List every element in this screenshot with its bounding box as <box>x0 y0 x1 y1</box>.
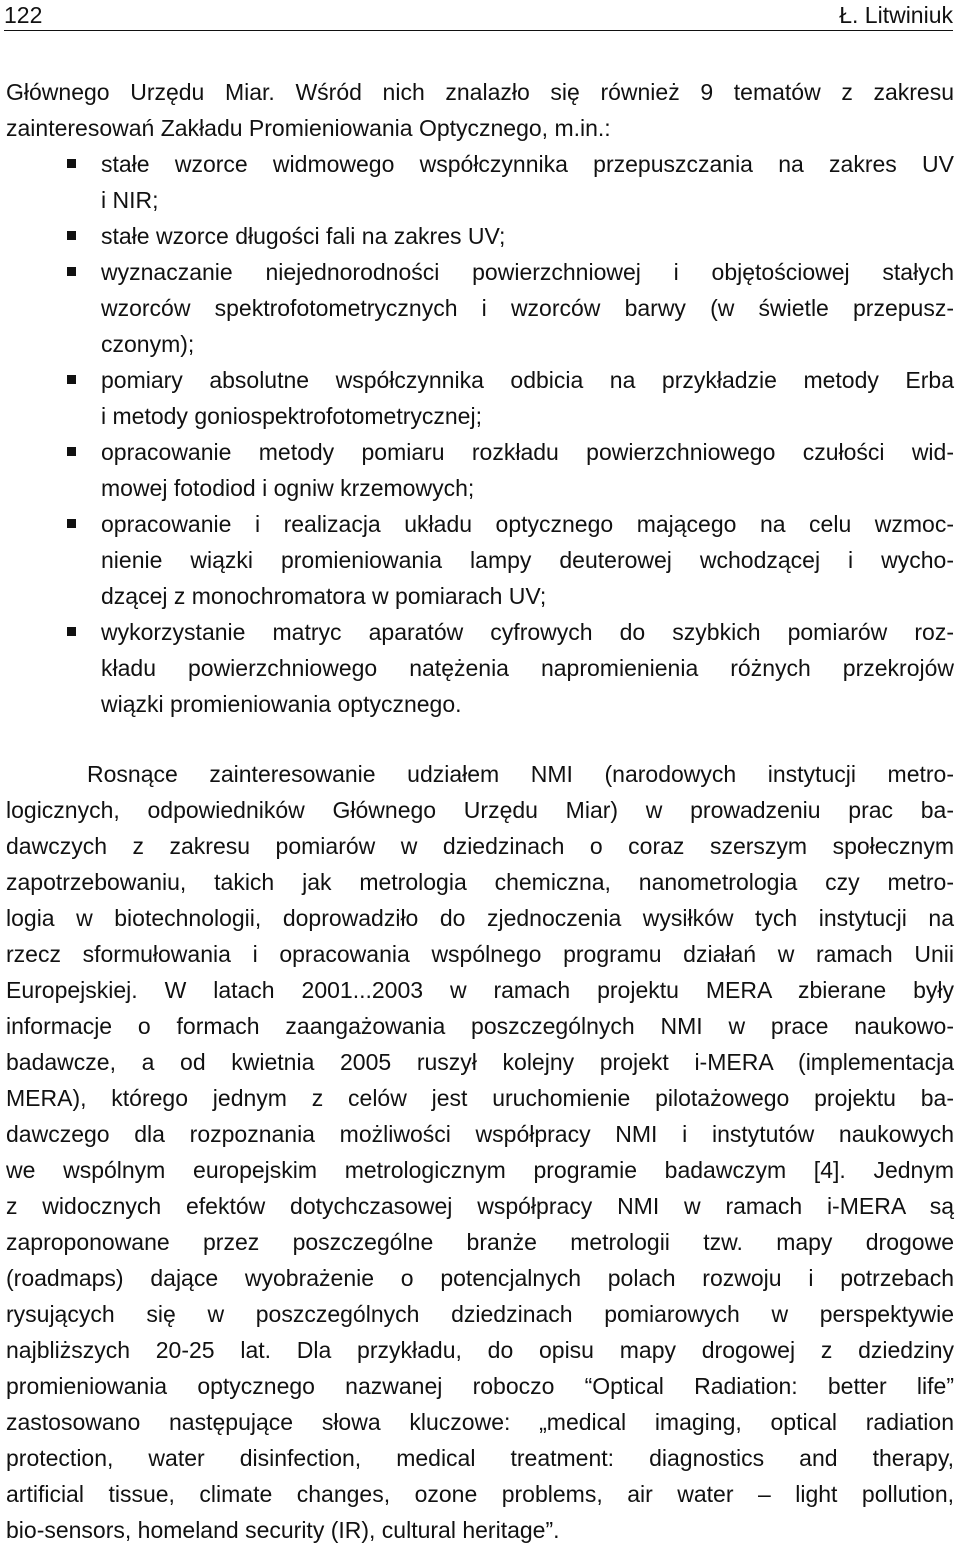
list-item-line: stałe wzorce długości fali na zakres UV; <box>101 223 506 249</box>
paragraph-line: Europejskiej. W latach 2001...2003 w ramach projektu MERA zbierane były <box>6 977 954 1003</box>
paragraph-line: rysujących się w poszczególnych dziedzinach pomiarowych w perspektywie <box>6 1301 954 1327</box>
paragraph-line: zastosowano następujące słowa kluczowe: „medical imaging, optical radiation <box>6 1409 954 1435</box>
paragraph-line: badawcze, a od kwietnia 2005 ruszył kolejny projekt i-MERA (implementacja <box>6 1049 954 1075</box>
paragraph-line: (roadmaps) dające wyobrażenie o potencjalnych polach rozwoju i potrzebach <box>6 1265 954 1291</box>
paragraph-line: dawczego dla rozpoznania możliwości współpracy NMI i instytutów naukowych <box>6 1121 954 1147</box>
list-item-line: pomiary absolutne współczynnika odbicia na przykładzie metody Erba <box>101 367 954 393</box>
intro-line: zainteresowań Zakładu Promieniowania Optycznego, m.in.: <box>6 115 611 141</box>
list-bullet <box>67 267 76 276</box>
paragraph-line: rzecz sformułowania i opracowania wspólnego programu działań w ramach Unii <box>6 941 954 967</box>
intro-line: Głównego Urzędu Miar. Wśród nich znalazło się również 9 tematów z zakresu <box>6 79 954 105</box>
paragraph-line: logia w biotechnologii, doprowadziło do zjednoczenia wysiłków tych instytucji na <box>6 905 954 931</box>
paragraph-line: we wspólnym europejskim metrologicznym programie badawczym [4]. Jednym <box>6 1157 954 1183</box>
paragraph-line: protection, water disinfection, medical treatment: diagnostics and therapy, <box>6 1445 954 1471</box>
paragraph-line: MERA), którego jednym z celów jest uruchomienie pilotażowego projektu ba- <box>6 1085 954 1111</box>
paragraph-line: bio-sensors, homeland security (IR), cultural heritage”. <box>6 1517 560 1543</box>
paragraph-line: najbliższych 20-25 lat. Dla przykładu, do opisu mapy drogowej z dziedziny <box>6 1337 954 1363</box>
paragraph-line: promieniowania optycznego nazwanej roboczo “Optical Radiation: better life” <box>6 1373 954 1399</box>
list-bullet <box>67 519 76 528</box>
list-bullet <box>67 627 76 636</box>
list-item-line: nienie wiązki promieniowania lampy deuterowej wchodzącej i wycho- <box>101 547 954 573</box>
list-item-line: i NIR; <box>101 187 159 213</box>
paragraph-line: informacje o formach zaangażowania poszczególnych NMI w prace naukowo- <box>6 1013 954 1039</box>
list-bullet <box>67 159 76 168</box>
page-number: 122 <box>4 2 43 28</box>
list-item-line: wiązki promieniowania optycznego. <box>101 691 462 717</box>
list-item-line: opracowanie i realizacja układu optycznego mającego na celu wzmoc- <box>101 511 954 537</box>
running-header-author: Ł. Litwiniuk <box>839 2 953 28</box>
paragraph-line: logicznych, odpowiedników Głównego Urzędu Miar) w prowadzeniu prac ba- <box>6 797 954 823</box>
paragraph-line: zapotrzebowaniu, takich jak metrologia chemiczna, nanometrologia czy metro- <box>6 869 954 895</box>
list-item-line: wykorzystanie matryc aparatów cyfrowych do szybkich pomiarów roz- <box>101 619 954 645</box>
paragraph-line: artificial tissue, climate changes, ozone problems, air water – light pollution, <box>6 1481 954 1507</box>
paragraph-line: Rosnące zainteresowanie udziałem NMI (narodowych instytucji metro- <box>87 761 954 787</box>
list-item-line: mowej fotodiod i ogniw krzemowych; <box>101 475 475 501</box>
running-header <box>4 0 953 31</box>
list-item-line: dzącej z monochromatora w pomiarach UV; <box>101 583 547 609</box>
paragraph-line: zaproponowane przez poszczególne branże metrologii tzw. mapy drogowe <box>6 1229 954 1255</box>
list-item-line: wzorców spektrofotometrycznych i wzorców barwy (w świetle przepusz- <box>101 295 954 321</box>
list-item-line: wyznaczanie niejednorodności powierzchniowej i objętościowej stałych <box>101 259 954 285</box>
list-item-line: opracowanie metody pomiaru rozkładu powierzchniowego czułości wid- <box>101 439 954 465</box>
list-item-line: stałe wzorce widmowego współczynnika przepuszczania na zakres UV <box>101 151 954 177</box>
paragraph-line: z widocznych efektów dotychczasowej współpracy NMI w ramach i-MERA są <box>6 1193 954 1219</box>
list-item-line: czonym); <box>101 331 195 357</box>
list-item-line: i metody goniospektrofotometrycznej; <box>101 403 482 429</box>
list-item-line: kładu powierzchniowego natężenia napromienienia różnych przekrojów <box>101 655 954 681</box>
list-bullet <box>67 375 76 384</box>
list-bullet <box>67 231 76 240</box>
paragraph-line: dawczych z zakresu pomiarów w dziedzinach o coraz szerszym społecznym <box>6 833 954 859</box>
list-bullet <box>67 447 76 456</box>
